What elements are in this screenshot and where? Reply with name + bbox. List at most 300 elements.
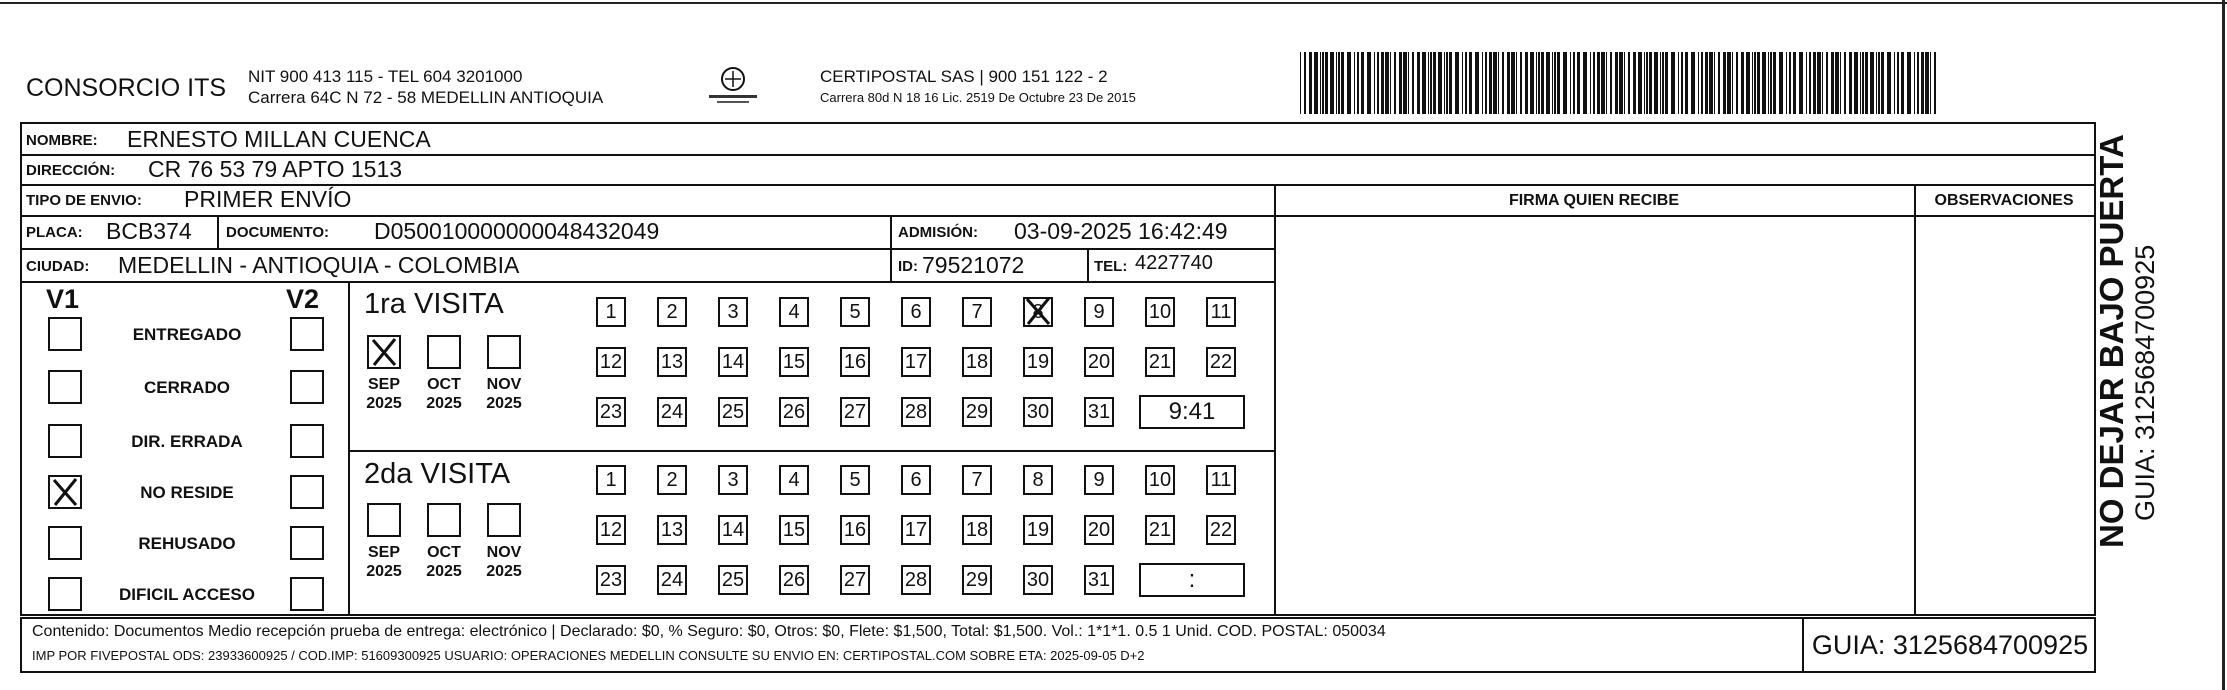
status-label: NO RESIDE: [140, 483, 234, 502]
barcode-bar: [1671, 52, 1675, 114]
visit2-time-box: :: [1139, 563, 1245, 597]
barcode-bar: [1831, 52, 1834, 114]
visit2-day-box: 9: [1084, 465, 1114, 495]
visit2-day-box: 10: [1145, 465, 1175, 495]
barcode-bar: [1462, 52, 1463, 114]
visit2-month-name: NOV: [486, 544, 522, 561]
visit2-day-box: 2: [657, 465, 687, 495]
barcode-bar: [1809, 52, 1811, 114]
barcode-bar: [1727, 52, 1731, 114]
visit2-month-name: SEP: [367, 544, 400, 561]
barcode-bar: [1570, 52, 1571, 114]
nombre-value: ERNESTO MILLAN CUENCA: [127, 126, 431, 152]
barcode-bar: [1793, 52, 1796, 114]
column-divider: [1274, 184, 1276, 616]
documento-value: D050010000000048432049: [374, 218, 660, 244]
barcode-bar: [1300, 52, 1301, 114]
observaciones-header: OBSERVACIONES: [1934, 192, 2074, 209]
barcode-bar: [1844, 52, 1846, 114]
visit1-month-label: [422, 375, 466, 413]
barcode-bar: [1403, 52, 1407, 114]
tipo-envio-value: PRIMER ENVÍO: [184, 186, 352, 212]
cell-divider: [1087, 248, 1089, 281]
v1-checkbox-1: [48, 370, 82, 404]
barcode-bar: [1930, 52, 1931, 114]
barcode-bar: [1417, 52, 1420, 114]
certipostal-address: Carrera 80d N 18 16 Lic. 2519 De Octubre 23 De 2015: [820, 90, 1136, 105]
barcode-bar: [1732, 52, 1733, 114]
column-header-divider: [1274, 215, 2094, 217]
barcode-bar: [1428, 52, 1429, 114]
barcode-bar: [1860, 52, 1861, 114]
barcode-bar: [1446, 52, 1448, 114]
barcode-bar: [1530, 52, 1534, 114]
barcode-bar: [1894, 52, 1895, 114]
barcode-bar: [1374, 52, 1375, 114]
visit1-day-box: 18: [962, 347, 992, 377]
barcode-bar: [1309, 52, 1312, 114]
barcode-bar: [1552, 52, 1553, 114]
direccion-value: CR 76 53 79 APTO 1513: [148, 156, 403, 182]
v2-checkbox-4: [290, 526, 324, 560]
visit2-day-box: 21: [1145, 515, 1175, 545]
barcode-bar: [1516, 52, 1517, 114]
visit1-day-box: 31: [1084, 397, 1114, 427]
company-nit: NIT 900 413 115 - TEL 604 3201000: [248, 67, 523, 86]
visit1-day-box: 15: [779, 347, 809, 377]
barcode-bar: [1433, 52, 1436, 114]
barcode-bar: [1701, 52, 1703, 114]
visit1-day-box: 26: [779, 397, 809, 427]
visit2-month-checkbox-0: [367, 503, 401, 537]
nombre-label: NOMBRE:: [26, 132, 98, 149]
v2-checkbox-3: [290, 475, 324, 509]
visit1-day-box: 7: [962, 297, 992, 327]
barcode-bar: [1849, 52, 1852, 114]
status-label: ENTREGADO: [132, 325, 242, 344]
visit2-day-box: 18: [962, 515, 992, 545]
barcode-bar: [1390, 52, 1391, 114]
visit2-month-label: [362, 543, 406, 581]
status-label: CERRADO: [144, 378, 230, 397]
company-details: [248, 66, 603, 108]
barcode-bar: [1876, 52, 1877, 114]
impresion-line: IMP POR FIVEPOSTAL ODS: 23933600925 / COD.IMP: 51609300925 USUARIO: OPERACIONES MEDELLIN CONSULTE SU ENVIO EN: CERTIPOSTAL.COM SOBRE ETA: 2025-09-05 D+2: [32, 648, 1145, 663]
barcode-bar: [1573, 52, 1575, 114]
visit2-day-box: 27: [840, 565, 870, 595]
barcode-bar: [1925, 52, 1929, 114]
visit2-day-box: 29: [962, 565, 992, 595]
guia-number: GUIA: 3125684700925: [1802, 619, 2096, 671]
barcode-bar: [1412, 52, 1414, 114]
visit1-day-box: 20: [1084, 347, 1114, 377]
barcode-bar: [1520, 52, 1522, 114]
placa-label: PLACA:: [26, 224, 83, 241]
barcode-bar: [1385, 52, 1389, 114]
visit1-day-box: 17: [901, 347, 931, 377]
certipostal-logo-icon: [703, 64, 763, 106]
barcode-bar: [1799, 52, 1803, 114]
barcode-bar: [1541, 52, 1544, 114]
visit2-month-label: [482, 543, 526, 581]
barcode-bar: [1770, 52, 1772, 114]
visit1-day-box: 25: [718, 397, 748, 427]
barcode-bar: [1662, 52, 1664, 114]
barcode-bar: [1394, 52, 1396, 114]
visit-divider: [348, 450, 1274, 452]
no-dejar-bajo-puerta-text: NO DEJAR BAJO PUERTA: [2093, 134, 2130, 548]
barcode-bar: [1705, 52, 1708, 114]
visit1-day-box: 10: [1145, 297, 1175, 327]
visit2-day-box: 24: [657, 565, 687, 595]
barcode-bar: [1538, 52, 1540, 114]
barcode-bar: [1593, 52, 1595, 114]
barcode-bar: [1907, 52, 1911, 114]
barcode-bar: [1485, 52, 1487, 114]
visit1-time-box: 9:41: [1139, 395, 1245, 429]
barcode-bar: [1718, 52, 1720, 114]
certipostal-details: [820, 66, 1136, 108]
barcode-bar: [1878, 52, 1880, 114]
row-divider: [22, 215, 1274, 217]
visit1-day-box: 14: [718, 347, 748, 377]
visit2-day-box: 26: [779, 565, 809, 595]
barcode-bar: [1714, 52, 1715, 114]
barcode-bar: [1633, 52, 1636, 114]
v1-checkbox-2: [48, 424, 82, 458]
barcode-bar: [1577, 52, 1580, 114]
barcode-bar: [1455, 52, 1459, 114]
barcode-bar: [1681, 52, 1683, 114]
barcode-bar: [1583, 52, 1587, 114]
barcode-bar: [1709, 52, 1713, 114]
v1-checkbox-0: [48, 317, 82, 351]
barcode-bar: [1341, 52, 1344, 114]
ciudad-label: CIUDAD:: [26, 258, 90, 275]
visit1-day-box: 19: [1023, 347, 1053, 377]
visit1-day-box: 30: [1023, 397, 1053, 427]
barcode-bar: [1754, 52, 1756, 114]
barcode-bar: [1654, 52, 1658, 114]
barcode-bar: [1685, 52, 1688, 114]
barcode-bar: [1644, 52, 1645, 114]
visit2-day-box: 22: [1206, 515, 1236, 545]
placa-value: BCB374: [106, 218, 192, 244]
visit2-month-year: 2025: [486, 563, 522, 580]
barcode-bar: [1381, 52, 1384, 114]
barcode-bar: [1862, 52, 1864, 114]
barcode-bar: [1779, 52, 1783, 114]
visit1-day-box: 21: [1145, 347, 1175, 377]
barcode-bar: [1449, 52, 1452, 114]
barcode-bar: [1336, 52, 1337, 114]
barcode-bar: [1752, 52, 1753, 114]
visit2-title: 2da VISITA: [364, 458, 511, 490]
barcode-bar: [1554, 52, 1556, 114]
visit2-day-box: 23: [596, 565, 626, 595]
barcode-bar: [1399, 52, 1402, 114]
id-label: ID:: [898, 258, 918, 275]
barcode-bar: [1536, 52, 1537, 114]
certipostal-nit: CERTIPOSTAL SAS | 900 151 122 - 2: [820, 67, 1108, 86]
barcode-bar: [1304, 52, 1306, 114]
v2-checkbox-5: [290, 577, 324, 611]
v1-header: V1: [46, 284, 80, 314]
visit1-month-checkbox-1: [427, 335, 461, 369]
barcode-bar: [1665, 52, 1668, 114]
barcode-bar: [1606, 52, 1607, 114]
visit1-month-name: NOV: [486, 376, 522, 393]
delivery-form: [20, 122, 2096, 616]
barcode-bar: [1325, 52, 1328, 114]
documento-label: DOCUMENTO:: [226, 224, 330, 241]
visit2-month-year: 2025: [366, 563, 402, 580]
barcode-bar: [1638, 52, 1642, 114]
company-name: CONSORCIO ITS: [26, 74, 227, 102]
visit2-day-box: 1: [596, 465, 626, 495]
visit2-day-box: 12: [596, 515, 626, 545]
visit1-day-box: 5: [840, 297, 870, 327]
visit2-day-box: 8: [1023, 465, 1053, 495]
barcode-bar: [1887, 52, 1891, 114]
company-address: Carrera 64C N 72 - 58 MEDELLIN ANTIOQUIA: [248, 88, 604, 107]
visit2-day-box: 31: [1084, 565, 1114, 595]
barcode-bar: [1768, 52, 1769, 114]
barcode-bar: [1897, 52, 1899, 114]
barcode-bar: [1786, 52, 1787, 114]
visit1-month-year: 2025: [366, 395, 402, 412]
barcode-bar: [1438, 52, 1442, 114]
row-divider: [22, 281, 1274, 283]
barcode-bar: [1511, 52, 1515, 114]
visit2-month-checkbox-1: [427, 503, 461, 537]
visit2-day-box: 28: [901, 565, 931, 595]
barcode-bar: [1840, 52, 1841, 114]
visit1-month-label: [482, 375, 526, 413]
visit2-month-year: 2025: [426, 563, 462, 580]
barcode-bar: [1597, 52, 1600, 114]
visit2-day-box: 16: [840, 515, 870, 545]
visit1-month-x-mark-icon: [367, 335, 401, 369]
visit1-day-box: 9: [1084, 297, 1114, 327]
visit2-month-checkbox-2: [487, 503, 521, 537]
visit2-day-box: 15: [779, 515, 809, 545]
barcode-bar: [1338, 52, 1340, 114]
barcode-bar: [1590, 52, 1591, 114]
barcode-bar: [1489, 52, 1492, 114]
barcode-bar: [1357, 52, 1359, 114]
v2-header: V2: [286, 284, 320, 314]
barcode-bar: [1806, 52, 1807, 114]
barcode-bar: [1422, 52, 1426, 114]
visit1-day-box: 8: [1023, 297, 1053, 327]
visit2-day-box: 5: [840, 465, 870, 495]
barcode-bar: [1698, 52, 1699, 114]
barcode-bar: [1347, 52, 1351, 114]
tel-value: 4227740: [1135, 252, 1213, 274]
visit2-day-box: 25: [718, 565, 748, 595]
barcode: [1300, 52, 1940, 114]
barcode-bar: [1914, 52, 1915, 114]
visit1-day-box: 12: [596, 347, 626, 377]
barcode-bar: [1741, 52, 1744, 114]
barcode-bar: [1826, 52, 1828, 114]
barcode-bar: [1736, 52, 1738, 114]
status-divider: [348, 281, 350, 616]
barcode-bar: [1817, 52, 1821, 114]
barcode-bar: [1723, 52, 1726, 114]
visit1-month-year: 2025: [486, 395, 522, 412]
barcode-bar: [1546, 52, 1550, 114]
barcode-bar: [1465, 52, 1467, 114]
visit1-month-name: OCT: [427, 376, 461, 393]
barcode-bar: [1746, 52, 1750, 114]
visit1-month-name: SEP: [367, 376, 400, 393]
status-label: DIFICIL ACCESO: [118, 585, 255, 604]
visit2-day-box: 4: [779, 465, 809, 495]
visit2-day-box: 20: [1084, 515, 1114, 545]
barcode-bar: [1865, 52, 1868, 114]
firma-header: FIRMA QUIEN RECIBE: [1508, 192, 1680, 209]
visit2-day-box: 19: [1023, 515, 1053, 545]
barcode-bar: [1563, 52, 1567, 114]
visit1-month-checkbox-2: [487, 335, 521, 369]
status-label: DIR. ERRADA: [131, 432, 243, 451]
barcode-bar: [1822, 52, 1823, 114]
admision-label: ADMISIÓN:: [898, 224, 978, 241]
visit1-day-box: 29: [962, 397, 992, 427]
visit1-month-year: 2025: [426, 395, 462, 412]
visit2-day-box: 3: [718, 465, 748, 495]
visit2-day-box: 7: [962, 465, 992, 495]
barcode-bar: [1660, 52, 1661, 114]
visit1-title: 1ra VISITA: [364, 288, 504, 320]
barcode-bar: [1854, 52, 1858, 114]
contenido-line: Contenido: Documentos Medio recepción prueba de entrega: electrónico | Declarado: $0, % Seguro: $0, Otros: $0, Flete: $1,500, Total: $1,500. Vol.: 1*1*1. 0.5 1 Unid. COD. POSTAL: 050034: [32, 623, 1386, 640]
direccion-label: DIRECCIÓN:: [26, 162, 116, 179]
barcode-bar: [1507, 52, 1510, 114]
barcode-bar: [1835, 52, 1839, 114]
barcode-bar: [1610, 52, 1612, 114]
visit1-day-box: 6: [901, 297, 931, 327]
visit1-day-box: 22: [1206, 347, 1236, 377]
barcode-bar: [1430, 52, 1432, 114]
visit2-day-box: 6: [901, 465, 931, 495]
barcode-bar: [1678, 52, 1679, 114]
barcode-bar: [1322, 52, 1324, 114]
barcode-bar: [1361, 52, 1364, 114]
cell-divider: [217, 215, 219, 248]
visit1-month-label: [362, 375, 406, 413]
barcode-bar: [1646, 52, 1648, 114]
barcode-bar: [1330, 52, 1334, 114]
barcode-bar: [1691, 52, 1695, 114]
visit2-month-label: [422, 543, 466, 581]
cell-divider: [890, 215, 892, 281]
barcode-bar: [1498, 52, 1499, 114]
v2-checkbox-0: [290, 317, 324, 351]
barcode-bar: [1901, 52, 1904, 114]
visit1-day-box: 24: [657, 397, 687, 427]
barcode-bar: [1813, 52, 1816, 114]
barcode-bar: [1557, 52, 1560, 114]
visit1-day-box: 2: [657, 297, 687, 327]
tel-label: TEL:: [1094, 258, 1128, 275]
barcode-bar: [1525, 52, 1528, 114]
v2-checkbox-1: [290, 370, 324, 404]
id-value: 79521072: [922, 252, 1025, 278]
barcode-bar: [1482, 52, 1483, 114]
barcode-bar: [1934, 52, 1936, 114]
barcode-bar: [1493, 52, 1497, 114]
barcode-bar: [1649, 52, 1652, 114]
barcode-bar: [1881, 52, 1884, 114]
visit1-day-box: 1: [596, 297, 626, 327]
column-divider: [1914, 184, 1916, 616]
visit1-day-box: 4: [779, 297, 809, 327]
visit1-day-box: 16: [840, 347, 870, 377]
visit2-day-box: 11: [1206, 465, 1236, 495]
v1-checkbox-5: [48, 577, 82, 611]
barcode-bar: [1444, 52, 1445, 114]
v1-x-mark-icon: [48, 475, 82, 509]
visit1-day-box: 11: [1206, 297, 1236, 327]
visit1-day-box: 27: [840, 397, 870, 427]
barcode-bar: [1619, 52, 1623, 114]
visit2-day-box: 30: [1023, 565, 1053, 595]
tipo-envio-label: TIPO DE ENVIO:: [26, 192, 142, 209]
barcode-bar: [1757, 52, 1760, 114]
visit1-day-x-mark-icon: [1021, 294, 1055, 328]
barcode-bar: [1762, 52, 1766, 114]
visit1-day-box: 3: [718, 297, 748, 327]
scan-edge-top: [0, 2, 2227, 4]
barcode-bar: [1367, 52, 1371, 114]
barcode-bar: [1624, 52, 1625, 114]
visit2-month-name: OCT: [427, 544, 461, 561]
visit2-day-box: 13: [657, 515, 687, 545]
barcode-bar: [1789, 52, 1791, 114]
barcode-bar: [1377, 52, 1379, 114]
side-guia-number: GUIA: 3125684700925: [2130, 244, 2160, 521]
barcode-bar: [1601, 52, 1605, 114]
barcode-bar: [1469, 52, 1472, 114]
scan-edge-right: [2222, 0, 2225, 690]
visit2-day-box: 17: [901, 515, 931, 545]
barcode-bar: [1502, 52, 1504, 114]
visit2-day-box: 14: [718, 515, 748, 545]
barcode-bar: [1475, 52, 1479, 114]
v2-checkbox-2: [290, 424, 324, 458]
barcode-bar: [1921, 52, 1924, 114]
barcode-bar: [1314, 52, 1318, 114]
status-label: REHUSADO: [138, 534, 236, 553]
visit1-day-box: 13: [657, 347, 687, 377]
admision-value: 03-09-2025 16:42:49: [1014, 218, 1228, 244]
visit1-day-box: 23: [596, 397, 626, 427]
bottom-info: [20, 617, 2096, 673]
barcode-bar: [1628, 52, 1630, 114]
v1-checkbox-4: [48, 526, 82, 560]
barcode-bar: [1773, 52, 1776, 114]
barcode-bar: [1917, 52, 1919, 114]
barcode-bar: [1615, 52, 1618, 114]
visit1-day-box: 28: [901, 397, 931, 427]
barcode-bar: [1354, 52, 1355, 114]
barcode-bar: [1408, 52, 1409, 114]
ciudad-value: MEDELLIN - ANTIOQUIA - COLOMBIA: [118, 252, 520, 278]
barcode-bar: [1320, 52, 1321, 114]
